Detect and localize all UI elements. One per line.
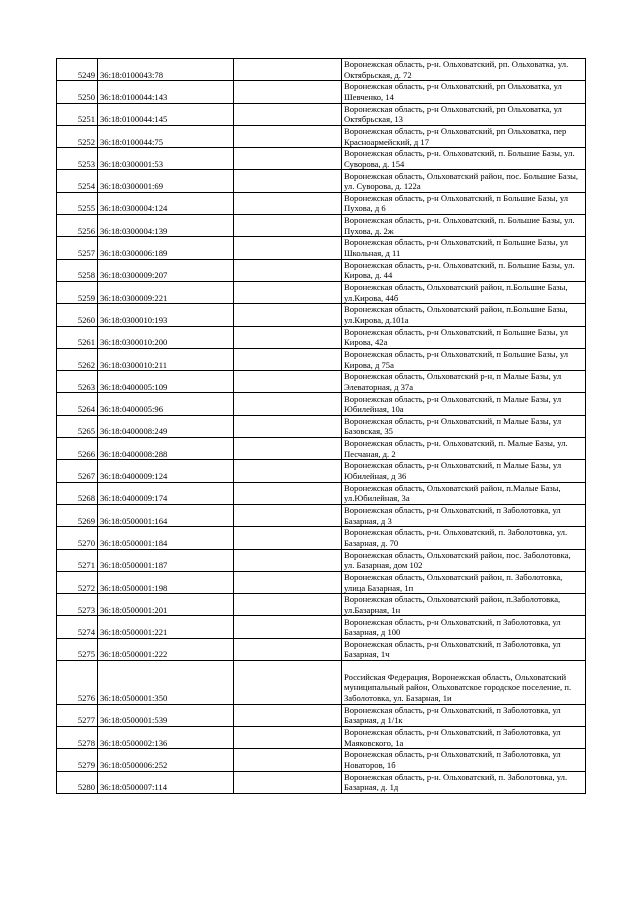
- address-cell: Воронежская область, р-н. Ольховатский, рп. Ольховатка, ул. Октябрьская, д. 72: [342, 59, 586, 81]
- cadastral-number: 36:18:0500001:201: [98, 594, 234, 616]
- address-cell: Воронежская область, Ольховатский район, п.Большие Базы, ул.Кирова, д.101а: [342, 304, 586, 326]
- table-row: [57, 281, 586, 303]
- address-cell: Воронежская область, р-н Ольховатский, рп Ольховатка, ул Шевченко, 14: [342, 81, 586, 103]
- row-number: 5278: [57, 726, 98, 748]
- cadastral-number: 36:18:0400009:124: [98, 460, 234, 482]
- empty-cell: [234, 594, 342, 616]
- table-row: [57, 192, 586, 214]
- cadastral-number: 36:18:0300001:53: [98, 148, 234, 170]
- address-cell: Воронежская область, Ольховатский район, п.Большие Базы, ул.Кирова, 44б: [342, 281, 586, 303]
- row-number: 5253: [57, 148, 98, 170]
- empty-cell: [234, 771, 342, 793]
- empty-cell: [234, 192, 342, 214]
- address-cell: Воронежская область, р-н Ольховатский, рп Ольховатка, ул Октябрьская, 13: [342, 103, 586, 125]
- cadastral-number: 36:18:0100043:78: [98, 59, 234, 81]
- address-cell: Воронежская область, р-н. Ольховатский, п. Заболотовка, ул. Базарная, д. 1д: [342, 771, 586, 793]
- empty-cell: [234, 638, 342, 660]
- empty-cell: [234, 726, 342, 748]
- empty-cell: [234, 438, 342, 460]
- cadastral-number: 36:18:0500001:221: [98, 616, 234, 638]
- table-row: [57, 215, 586, 237]
- address-cell: Российская Федерация, Воронежская область, Ольховатский муниципальный район, Ольховатское городское поселение, п. Заболотовка, ул. Базарная, 1и: [342, 661, 586, 705]
- address-cell: Воронежская область, Ольховатский район, п. Заболотовка, улица Базарная, 1п: [342, 571, 586, 593]
- cadastral-number: 36:18:0400005:96: [98, 393, 234, 415]
- table-row: [57, 259, 586, 281]
- address-cell: Воронежская область, р-н Ольховатский, п Малые Базы, ул Юбилейная, 10а: [342, 393, 586, 415]
- table-row: [57, 415, 586, 437]
- empty-cell: [234, 415, 342, 437]
- cadastral-number: 36:18:0500001:184: [98, 527, 234, 549]
- table-row: [57, 638, 586, 660]
- row-number: 5264: [57, 393, 98, 415]
- address-cell: Воронежская область, Ольховатский район, п.Малые Базы, ул.Юбилейная, 3а: [342, 482, 586, 504]
- table-row: [57, 59, 586, 81]
- empty-cell: [234, 59, 342, 81]
- empty-cell: [234, 326, 342, 348]
- table-row: [57, 571, 586, 593]
- register-table-body: [57, 59, 586, 794]
- address-cell: Воронежская область, р-н Ольховатский, п Большие Базы, ул Школьная, д 11: [342, 237, 586, 259]
- table-row: [57, 726, 586, 748]
- row-number: 5249: [57, 59, 98, 81]
- cadastral-number: 36:18:0300006:189: [98, 237, 234, 259]
- row-number: 5257: [57, 237, 98, 259]
- address-cell: Воронежская область, р-н Ольховатский, п Заболотовка, ул Новаторов, 1б: [342, 749, 586, 771]
- table-row: [57, 103, 586, 125]
- table-row: [57, 148, 586, 170]
- address-cell: Воронежская область, р-н Ольховатский, п Малые Базы, ул Базовская, 35: [342, 415, 586, 437]
- empty-cell: [234, 125, 342, 147]
- cadastral-number: 36:18:0300010:200: [98, 326, 234, 348]
- table-row: [57, 749, 586, 771]
- cadastral-number: 36:18:0400009:174: [98, 482, 234, 504]
- address-cell: Воронежская область, р-н Ольховатский, рп Ольховатка, пер Красноармейский, д 17: [342, 125, 586, 147]
- table-row: [57, 504, 586, 526]
- table-row: [57, 616, 586, 638]
- cadastral-number: 36:18:0500001:198: [98, 571, 234, 593]
- address-cell: Воронежская область, Ольховатский район, п.Заболотовка, ул.Базарная, 1н: [342, 594, 586, 616]
- row-number: 5252: [57, 125, 98, 147]
- row-number: 5251: [57, 103, 98, 125]
- address-cell: Воронежская область, р-н Ольховатский, п Заболотовка, ул Базарная, д 1/1к: [342, 704, 586, 726]
- cadastral-number: 36:18:0300004:124: [98, 192, 234, 214]
- row-number: 5259: [57, 281, 98, 303]
- table-row: [57, 170, 586, 192]
- row-number: 5255: [57, 192, 98, 214]
- table-row: [57, 438, 586, 460]
- row-number: 5271: [57, 549, 98, 571]
- address-cell: Воронежская область, р-н Ольховатский, п Большие Базы, ул Кирова, д 75а: [342, 348, 586, 370]
- empty-cell: [234, 527, 342, 549]
- table-row: [57, 125, 586, 147]
- row-number: 5254: [57, 170, 98, 192]
- empty-cell: [234, 348, 342, 370]
- address-cell: Воронежская область, р-н Ольховатский, п Заболотовка, ул Базарная, 1ч: [342, 638, 586, 660]
- row-number: 5265: [57, 415, 98, 437]
- row-number: 5263: [57, 371, 98, 393]
- empty-cell: [234, 704, 342, 726]
- row-number: 5276: [57, 661, 98, 705]
- row-number: 5258: [57, 259, 98, 281]
- cadastral-number: 36:18:0500001:187: [98, 549, 234, 571]
- address-cell: Воронежская область, р-н Ольховатский, п Большие Базы, ул Пухова, д 6: [342, 192, 586, 214]
- row-number: 5277: [57, 704, 98, 726]
- empty-cell: [234, 237, 342, 259]
- table-row: [57, 704, 586, 726]
- table-row: [57, 661, 586, 705]
- table-row: [57, 393, 586, 415]
- address-cell: Воронежская область, р-н Ольховатский, п Малые Базы, ул Юбилейная, д 36: [342, 460, 586, 482]
- row-number: 5260: [57, 304, 98, 326]
- cadastral-number: 36:18:0400008:249: [98, 415, 234, 437]
- address-cell: Воронежская область, Ольховатский р-н, п Малые Базы, ул Элеваторная, д 37а: [342, 371, 586, 393]
- row-number: 5280: [57, 771, 98, 793]
- row-number: 5267: [57, 460, 98, 482]
- cadastral-number: 36:18:0100044:75: [98, 125, 234, 147]
- cadastral-number: 36:18:0400005:109: [98, 371, 234, 393]
- row-number: 5270: [57, 527, 98, 549]
- table-row: [57, 304, 586, 326]
- empty-cell: [234, 616, 342, 638]
- table-row: [57, 594, 586, 616]
- empty-cell: [234, 371, 342, 393]
- table-row: [57, 771, 586, 793]
- address-cell: Воронежская область, р-н. Ольховатский, п. Малые Базы, ул. Песчаная, д. 2: [342, 438, 586, 460]
- empty-cell: [234, 571, 342, 593]
- cadastral-number: 36:18:0300010:211: [98, 348, 234, 370]
- cadastral-number: 36:18:0500001:222: [98, 638, 234, 660]
- address-cell: Воронежская область, р-н. Ольховатский, п. Большие Базы, ул. Суворова, д. 154: [342, 148, 586, 170]
- address-cell: Воронежская область, р-н Ольховатский, п Заболотовка, ул Базарная, д 3: [342, 504, 586, 526]
- empty-cell: [234, 215, 342, 237]
- cadastral-number: 36:18:0500001:164: [98, 504, 234, 526]
- row-number: 5279: [57, 749, 98, 771]
- cadastral-number: 36:18:0400008:288: [98, 438, 234, 460]
- address-cell: Воронежская область, Ольховатский район, пос. Заболотовка, ул. Базарная, дом 102: [342, 549, 586, 571]
- cadastral-number: 36:18:0500006:252: [98, 749, 234, 771]
- address-cell: Воронежская область, р-н Ольховатский, п Заболотовка, ул Маяковского, 1а: [342, 726, 586, 748]
- empty-cell: [234, 304, 342, 326]
- row-number: 5272: [57, 571, 98, 593]
- row-number: 5273: [57, 594, 98, 616]
- empty-cell: [234, 549, 342, 571]
- empty-cell: [234, 482, 342, 504]
- cadastral-number: 36:18:0300009:207: [98, 259, 234, 281]
- table-row: [57, 81, 586, 103]
- cadastral-number: 36:18:0500001:539: [98, 704, 234, 726]
- cadastral-number: 36:18:0300001:69: [98, 170, 234, 192]
- row-number: 5266: [57, 438, 98, 460]
- row-number: 5274: [57, 616, 98, 638]
- cadastral-number: 36:18:0500002:136: [98, 726, 234, 748]
- row-number: 5250: [57, 81, 98, 103]
- empty-cell: [234, 661, 342, 705]
- cadastral-number: 36:18:0100044:145: [98, 103, 234, 125]
- table-row: [57, 549, 586, 571]
- address-cell: Воронежская область, р-н Ольховатский, п Большие Базы, ул Кирова, 42а: [342, 326, 586, 348]
- cadastral-number: 36:18:0300009:221: [98, 281, 234, 303]
- cadastral-number: 36:18:0500007:114: [98, 771, 234, 793]
- table-row: [57, 482, 586, 504]
- address-cell: Воронежская область, р-н. Ольховатский, п. Заболотовка, ул. Базарная, д. 70: [342, 527, 586, 549]
- empty-cell: [234, 504, 342, 526]
- table-row: [57, 237, 586, 259]
- row-number: 5262: [57, 348, 98, 370]
- empty-cell: [234, 281, 342, 303]
- empty-cell: [234, 749, 342, 771]
- row-number: 5261: [57, 326, 98, 348]
- table-row: [57, 527, 586, 549]
- cadastral-number: 36:18:0500001:350: [98, 661, 234, 705]
- address-cell: Воронежская область, р-н Ольховатский, п Заболотовка, ул Базарная, д 100: [342, 616, 586, 638]
- row-number: 5256: [57, 215, 98, 237]
- row-number: 5269: [57, 504, 98, 526]
- address-cell: Воронежская область, р-н. Ольховатский, п. Большие Базы, ул. Пухова, д. 2ж: [342, 215, 586, 237]
- empty-cell: [234, 460, 342, 482]
- table-row: [57, 371, 586, 393]
- empty-cell: [234, 148, 342, 170]
- cadastral-number: 36:18:0100044:143: [98, 81, 234, 103]
- address-cell: Воронежская область, р-н. Ольховатский, п. Большие Базы, ул. Кирова, д. 44: [342, 259, 586, 281]
- address-cell: Воронежская область, Ольховатский район, пос. Большие Базы, ул. Суворова, д. 122а: [342, 170, 586, 192]
- empty-cell: [234, 81, 342, 103]
- table-row: [57, 348, 586, 370]
- register-table: [56, 58, 586, 794]
- cadastral-number: 36:18:0300004:139: [98, 215, 234, 237]
- table-row: [57, 326, 586, 348]
- row-number: 5275: [57, 638, 98, 660]
- row-number: 5268: [57, 482, 98, 504]
- empty-cell: [234, 259, 342, 281]
- cadastral-number: 36:18:0300010:193: [98, 304, 234, 326]
- empty-cell: [234, 393, 342, 415]
- table-row: [57, 460, 586, 482]
- empty-cell: [234, 103, 342, 125]
- empty-cell: [234, 170, 342, 192]
